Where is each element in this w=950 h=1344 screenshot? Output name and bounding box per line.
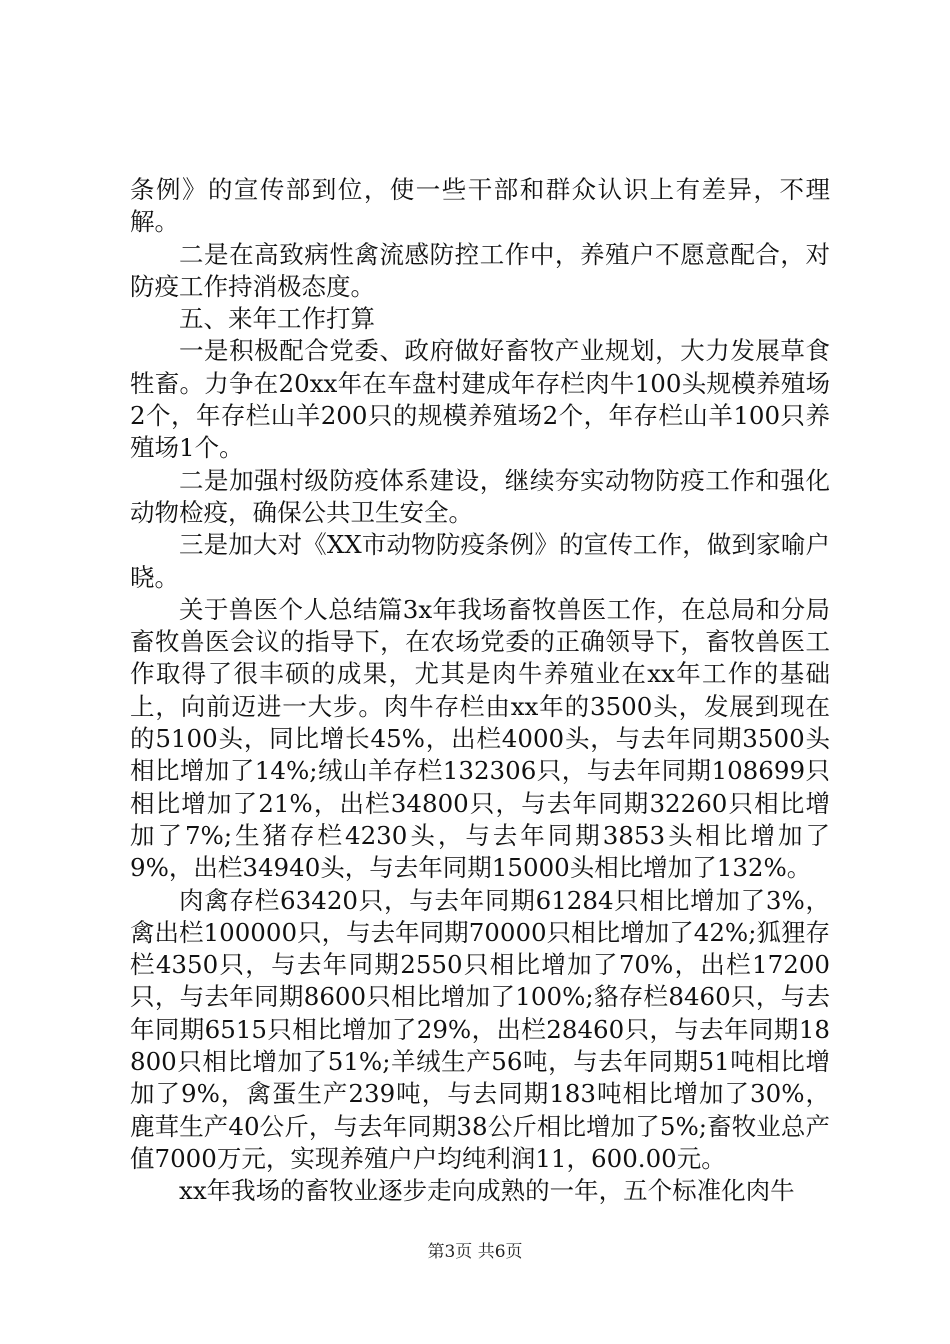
paragraph-continuation: 条例》的宣传部到位，使一些干部和群众认识上有差异，不理解。 bbox=[130, 175, 830, 237]
paragraph-item-two-bird-flu: 二是在高致病性禽流感防控工作中，养殖户不愿意配合，对防疫工作持消极态度。 bbox=[130, 239, 830, 301]
document-body bbox=[130, 174, 830, 1208]
paragraph-plan-one: 一是积极配合党委、政府做好畜牧产业规划，大力发展草食牲畜。力争在20xx年在车盘村建成年存栏肉牛100头规模养殖场2个，年存栏山羊200只的规模养殖场2个，年存栏山羊100只养殖场1个。 bbox=[130, 336, 830, 463]
section-heading-next-year-plan: 五、来年工作打算 bbox=[179, 304, 375, 334]
paragraph-summary-part-three: 关于兽医个人总结篇3x年我场畜牧兽医工作，在总局和分局畜牧兽医会议的指导下，在农场党委的正确领导下，畜牧兽医工作取得了很丰硕的成果，尤其是肉牛养殖业在xx年工作的基础上，向前迈进一大步。肉牛存栏由xx年的3500头，发展到现在的5100头，同比增长45%，出栏4000头，与去年同期3500头相比增加了14%;绒山羊存栏132306只，与去年同期108699只相比增加了21%，出栏34800只，与去年同期32260只相比增加了7%;生猪存栏4230头，与去年同期3853头相比增加了9%，出栏34940头，与去年同期15000头相比增加了132%。 bbox=[130, 594, 830, 883]
paragraph-livestock-maturity: xx年我场的畜牧业逐步走向成熟的一年，五个标准化肉牛 bbox=[179, 1176, 795, 1206]
paragraph-poultry-statistics: 肉禽存栏63420只，与去年同期61284只相比增加了3%，禽出栏100000只，与去年同期70000只相比增加了42%;狐狸存栏4350只，与去年同期2550只相比增加了70%，出栏17200只，与去年同期8600只相比增加了100%;貉存栏8460只，与去年同期6515只相比增加了29%，出栏28460只，与去年同期18800只相比增加了51%;羊绒生产56吨，与去年同期51吨相比增加了9%，禽蛋生产239吨，与去同期183吨相比增加了30%，鹿茸生产40公斤，与去年同期38公斤相比增加了5%;畜牧业总产值7000万元，实现养殖户户均纯利润11，600.00元。 bbox=[130, 885, 830, 1173]
page-number-footer: 第3页 共6页 bbox=[427, 1242, 523, 1262]
paragraph-plan-two: 二是加强村级防疫体系建设，继续夯实动物防疫工作和强化动物检疫，确保公共卫生安全。 bbox=[130, 465, 830, 527]
paragraph-plan-three: 三是加大对《XX市动物防疫条例》的宣传工作，做到家喻户晓。 bbox=[130, 530, 830, 592]
